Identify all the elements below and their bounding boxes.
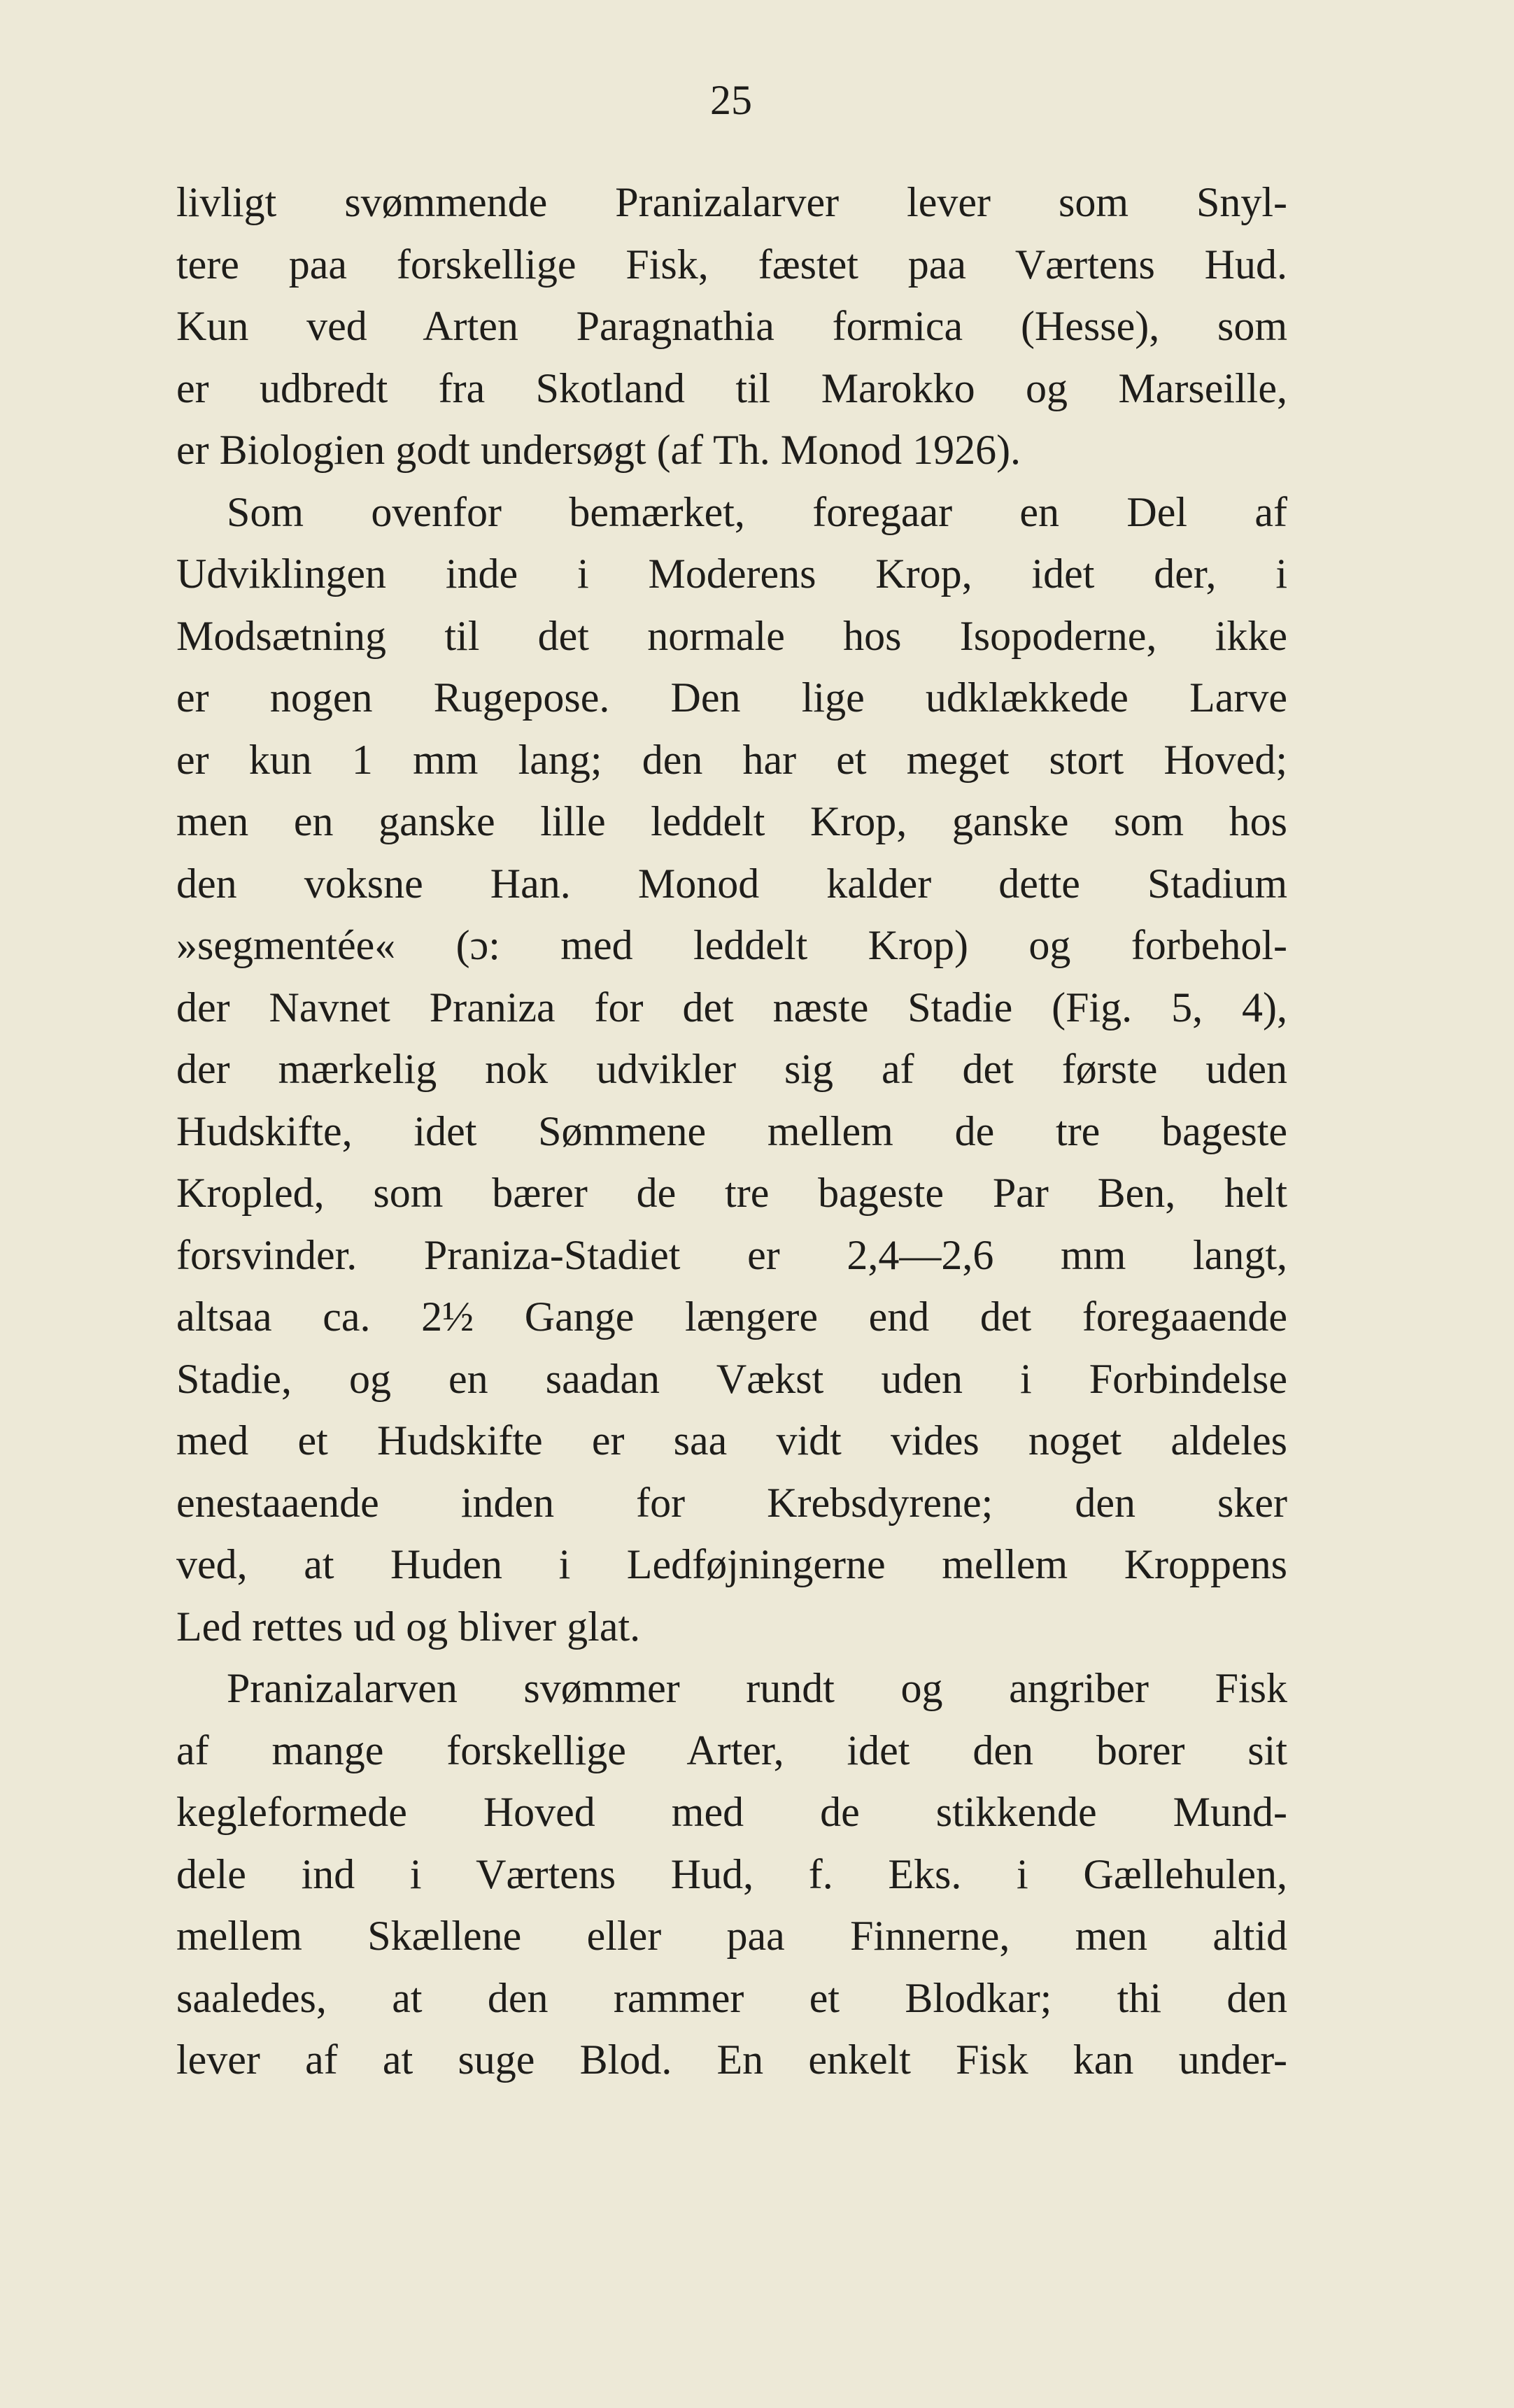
text-line: saaledes, at den rammer et Blodkar; thi den [176,1974,1287,2021]
text-line: med et Hudskifte er saa vidt vides noget aldeles [176,1417,1287,1464]
text-line: Kun ved Arten Paragnathia formica (Hesse), som [176,303,1287,349]
text-line: livligt svømmende Pranizalarver lever som Snyl- [176,179,1287,225]
body-text [176,171,1287,2091]
text-line: ved, at Huden i Ledføjningerne mellem Kroppens [176,1541,1287,1587]
text-line: mellem Skællene eller paa Finnerne, men altid [176,1913,1287,1959]
text-line: Stadie, og en saadan Vækst uden i Forbindelse [176,1355,1287,1402]
text-line: der Navnet Praniza for det næste Stadie (Fig. 5, 4), [176,984,1287,1031]
text-line: kegleformede Hoved med de stikkende Mund- [176,1789,1287,1835]
text-line: af mange forskellige Arter, idet den borer sit [176,1727,1287,1773]
text-line: altsaa ca. 2½ Gange længere end det foregaaende [176,1294,1287,1340]
text-line: enestaaende inden for Krebsdyrene; den sker [176,1479,1287,1526]
text-line: er kun 1 mm lang; den har et meget stort Hoved; [176,736,1287,783]
text-line: Kropled, som bærer de tre bageste Par Ben, helt [176,1170,1287,1216]
text-line: Pranizalarven svømmer rundt og angriber Fisk [227,1665,1287,1711]
text-line: er udbredt fra Skotland til Marokko og Marseille, [176,364,1287,411]
text-line: lever af at suge Blod. En enkelt Fisk kan under- [176,2037,1287,2083]
text-line: Som ovenfor bemærket, foregaar en Del af [227,488,1287,535]
text-line: dele ind i Værtens Hud, f. Eks. i Gællehulen, [176,1850,1287,1897]
text-line: er nogen Rugepose. Den lige udklækkede Larve [176,674,1287,721]
text-line: Udviklingen inde i Moderens Krop, idet der, i [176,551,1287,597]
text-line: Modsætning til det normale hos Isopoderne, ikke [176,612,1287,659]
text-line: Led rettes ud og bliver glat. [176,1603,641,1650]
page-number: 25 [710,77,752,123]
text-line: Hudskifte, idet Sømmene mellem de tre bageste [176,1107,1287,1154]
text-line: »segmentée« (ɔ: med leddelt Krop) og forbehol- [176,922,1287,968]
text-line: er Biologien godt undersøgt (af Th. Monod 1926). [176,427,1021,473]
text-line: der mærkelig nok udvikler sig af det første uden [176,1046,1287,1092]
text-line: den voksne Han. Monod kalder dette Stadium [176,860,1287,907]
text-line: tere paa forskellige Fisk, fæstet paa Værtens Hud. [176,241,1287,288]
text-line: forsvinder. Praniza-Stadiet er 2,4—2,6 mm langt, [176,1231,1287,1278]
text-line: men en ganske lille leddelt Krop, ganske som hos [176,798,1287,844]
